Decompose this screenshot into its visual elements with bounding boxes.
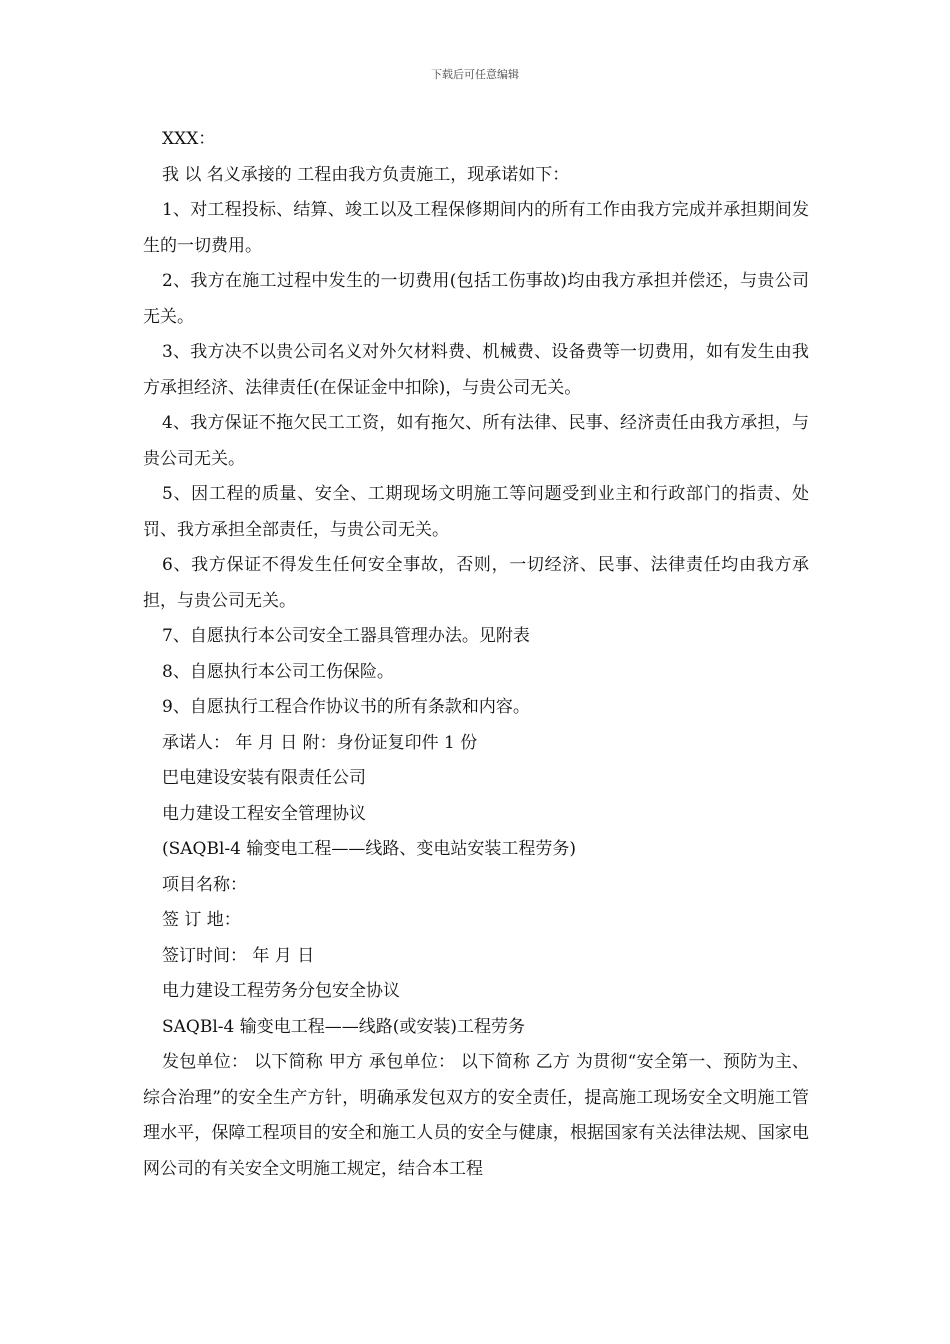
agreement-subtitle: (SAQBl-4 输变电工程——线路、变电站安装工程劳务): [162, 839, 577, 859]
clause-3: 3、我方决不以贵公司名义对外欠材料费、机械费、设备费等一切费用，如有发生由我方承担经济、法律责任(在保证金中扣除)，与贵公司无关。: [143, 342, 809, 398]
signing-place-field: 签 订 地：: [162, 910, 241, 930]
document-body: [143, 122, 809, 1187]
signing-date-field: 签订时间： 年 月 日: [162, 945, 315, 966]
signature-line: 承诺人： 年 月 日 附：身份证复印件 1 份: [162, 732, 478, 753]
page-header: 下载后可任意编辑: [431, 68, 519, 81]
commitment-intro: 我 以 名义承接的 工程由我方负责施工，现承诺如下：: [162, 164, 570, 185]
clause-5: 5、因工程的质量、安全、工期现场文明施工等问题受到业主和行政部门的指责、处罚、我方承担全部责任，与贵公司无关。: [143, 484, 809, 540]
clause-6: 6、我方保证不得发生任何安全事故，否则，一切经济、民事、法律责任均由我方承担，与贵公司无关。: [143, 555, 809, 611]
clause-9: 9、自愿执行工程合作协议书的所有条款和内容。: [162, 697, 530, 717]
clause-8: 8、自愿执行本公司工伤保险。: [162, 661, 394, 682]
subcontract-agreement-title: 电力建设工程劳务分包安全协议: [162, 981, 400, 1001]
company-name: 巴电建设安装有限责任公司: [162, 768, 366, 788]
clause-4: 4、我方保证不拖欠民工工资，如有拖欠、所有法律、民事、经济责任由我方承担，与贵公司无关。: [143, 413, 809, 469]
clause-1: 1、对工程投标、结算、竣工以及工程保修期间内的所有工作由我方完成并承担期间发生的一切费用。: [143, 200, 809, 256]
clause-2: 2、我方在施工过程中发生的一切费用(包括工伤事故)均由我方承担并偿还，与贵公司无关。: [143, 271, 809, 327]
parties-paragraph: 发包单位： 以下简称 甲方 承包单位： 以下简称 乙方 为贯彻“安全第一、预防为主、综合治理”的安全生产方针，明确承发包双方的安全责任，提高施工现场安全文明施工管理水平，保障工程项目的安全和施工人员的安全与健康，根据国家有关法律法规、国家电网公司的有关安全文明施工规定，结合本工程: [143, 1052, 809, 1179]
salutation: XXX：: [162, 129, 216, 149]
agreement-title: 电力建设工程安全管理协议: [162, 803, 366, 824]
project-name-field: 项目名称：: [162, 874, 247, 895]
clause-7: 7、自愿执行本公司安全工器具管理办法。见附表: [162, 626, 530, 646]
subcontract-agreement-subtitle: SAQBl-4 输变电工程——线路(或安装)工程劳务: [162, 1016, 526, 1037]
